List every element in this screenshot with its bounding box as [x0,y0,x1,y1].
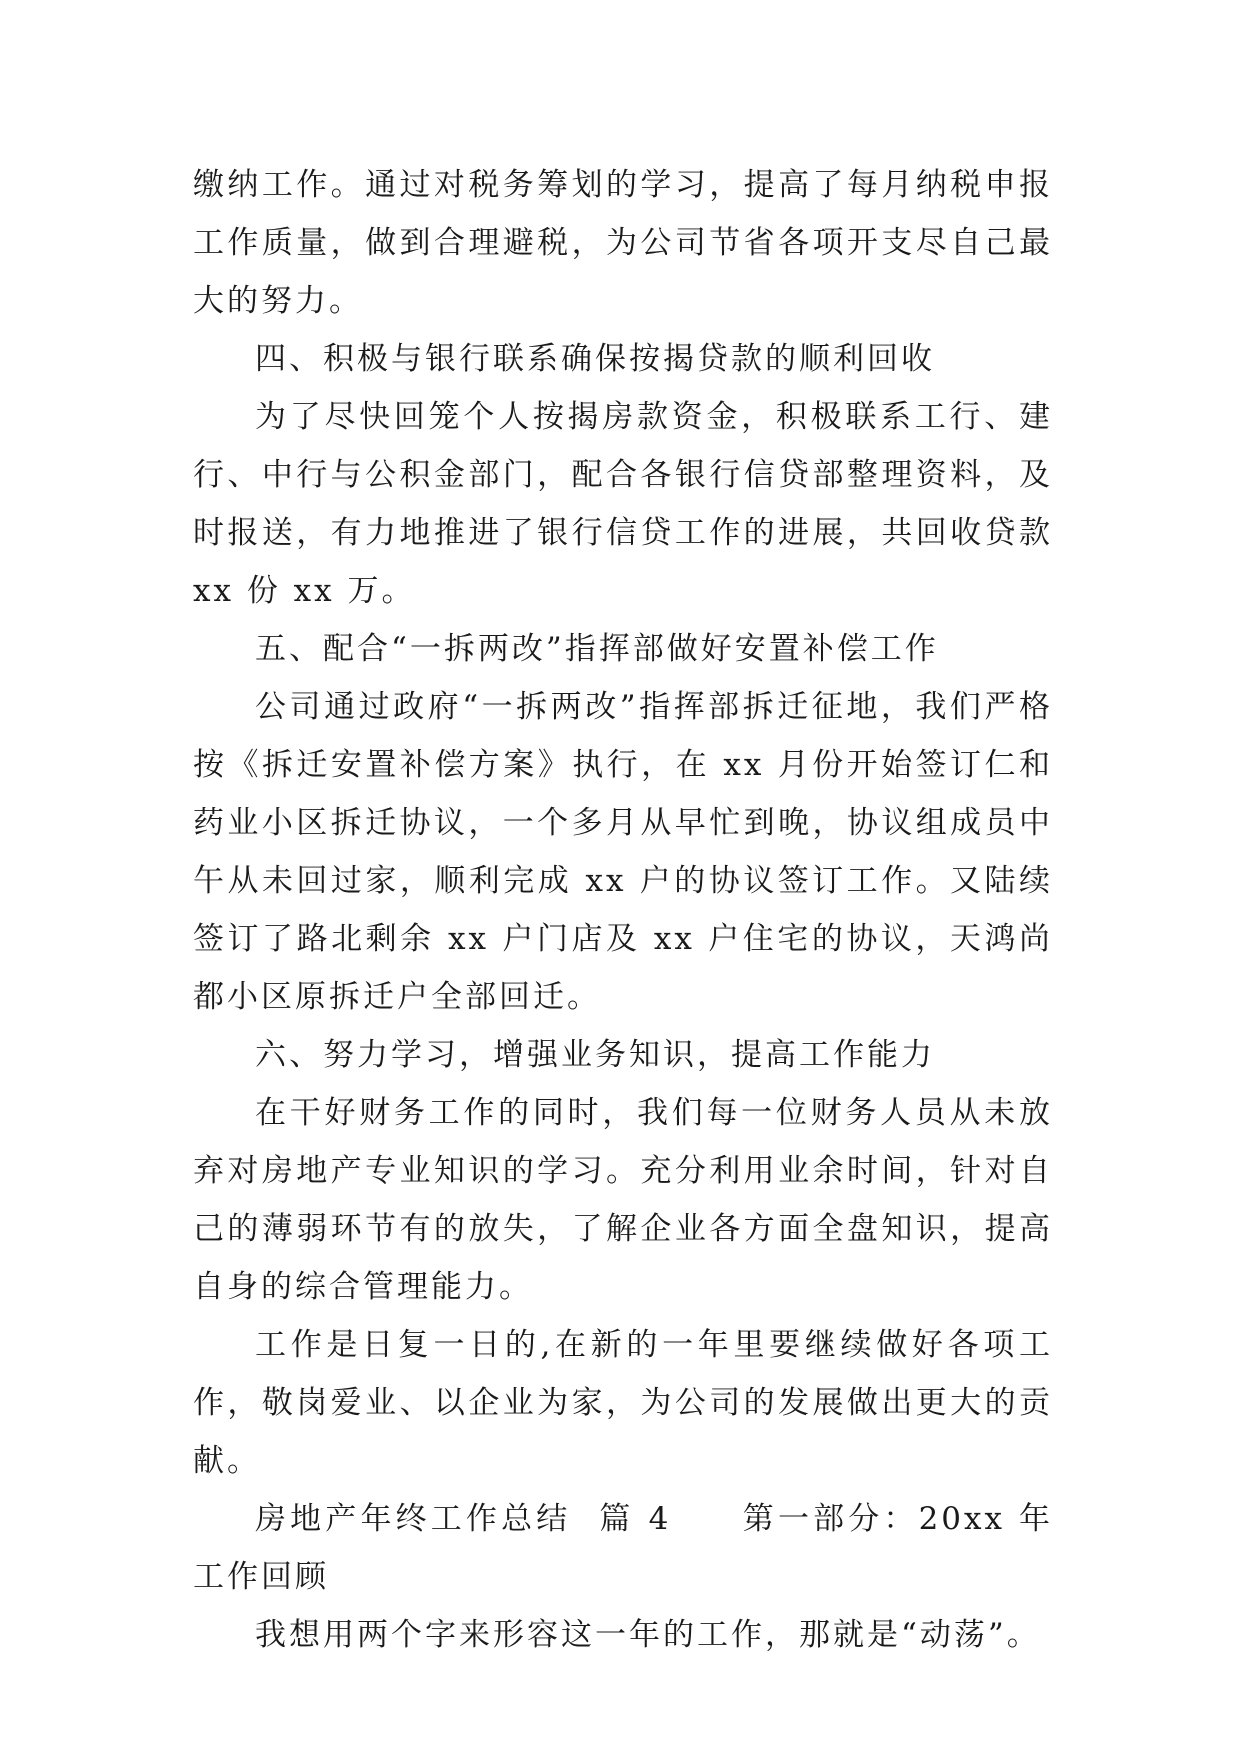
heading-bank-loans: 四、积极与银行联系确保按揭贷款的顺利回收 [255,341,935,377]
paragraph-conclusion: 工作是日复一日的,在新的一年里要继续做好各项工作，敬岗爱业、以企业为家，为公司的发展做出更大的贡献。 [193,1327,1053,1479]
heading-learning: 六、努力学习，增强业务知识，提高工作能力 [255,1037,935,1073]
paragraph-year-review: 我想用两个字来形容这一年的工作，那就是“动荡”。 [255,1617,1041,1653]
heading-part-4: 房地产年终工作总结 篇 4 第一部分：20xx 年工作回顾 [193,1501,1053,1595]
paragraph-learning: 在干好财务工作的同时，我们每一位财务人员从未放弃对房地产专业知识的学习。充分利用业余时间，针对自己的薄弱环节有的放失，了解企业各方面全盘知识，提高自身的综合管理能力。 [193,1095,1053,1305]
paragraph-bank-loans: 为了尽快回笼个人按揭房款资金，积极联系工行、建行、中行与公积金部门，配合各银行信贷部整理资料，及时报送，有力地推进了银行信贷工作的进展，共回收贷款 xx 份 xx 万。 [193,399,1053,609]
paragraph-tax-filing: 缴纳工作。通过对税务筹划的学习，提高了每月纳税申报工作质量，做到合理避税，为公司节省各项开支尽自己最大的努力。 [193,167,1053,319]
paragraph-resettlement: 公司通过政府“一拆两改”指挥部拆迁征地，我们严格按《拆迁安置补偿方案》执行，在 xx 月份开始签订仁和药业小区拆迁协议，一个多月从早忙到晚，协议组成员中午从未回过家，顺利完成 xx 户的协议签订工作。又陆续签订了路北剩余 xx 户门店及 xx 户住宅的协议，天鸿尚都小区原拆迁户全部回迁。 [193,689,1053,1015]
heading-resettlement: 五、配合“一拆两改”指挥部做好安置补偿工作 [255,631,939,667]
document-page [193,156,1053,1664]
